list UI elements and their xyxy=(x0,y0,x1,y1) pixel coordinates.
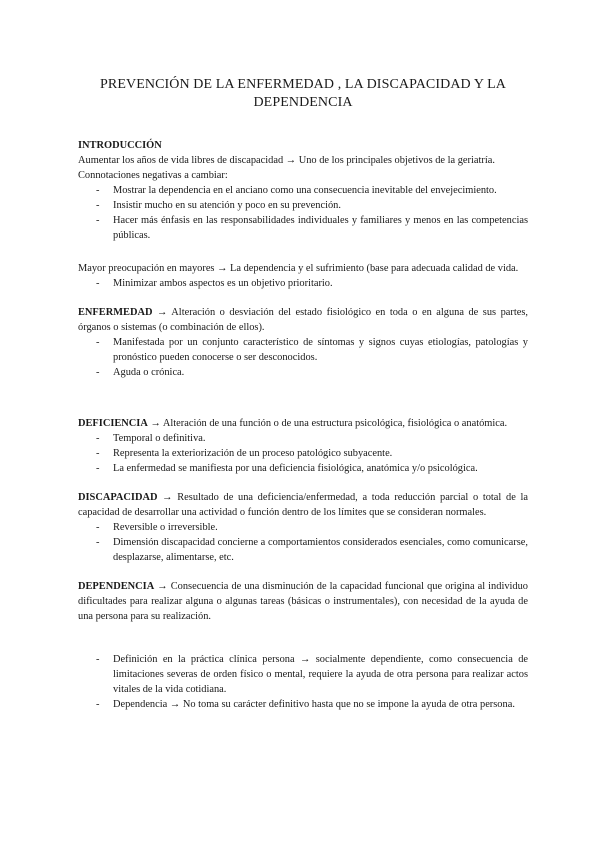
list-item xyxy=(78,697,528,712)
list-item xyxy=(78,183,528,198)
list-item-text: Manifestada por un conjunto característico de síntomas y signos cuyas etiologías, patologías y pronóstico pueden conocerse o ser desconocidos. xyxy=(113,337,528,363)
list-item xyxy=(78,335,528,365)
intro-list xyxy=(78,183,528,243)
list-item xyxy=(78,431,528,446)
intro-paragraph-3: Mayor preocupación en mayores → La dependencia y el sufrimiento (base para adecuada calidad de vida. xyxy=(78,263,519,274)
bullet-dash: - xyxy=(96,337,100,348)
section-dependencia xyxy=(78,579,528,712)
bullet-dash: - xyxy=(96,278,100,289)
bullet-dash: - xyxy=(96,463,100,474)
enfermedad-list xyxy=(78,335,528,380)
list-item-text: Hacer más énfasis en las responsabilidades individuales y familiares y menos en las competencias públicas. xyxy=(113,215,528,241)
list-item-text: Minimizar ambos aspectos es un objetivo prioritario. xyxy=(113,278,333,289)
discapacidad-list xyxy=(78,520,528,565)
deficiencia-term: DEFICIENCIA xyxy=(78,418,148,429)
document-title: PREVENCIÓN DE LA ENFERMEDAD , LA DISCAPACIDAD Y LA DEPENDENCIA xyxy=(100,77,506,110)
deficiencia-text: → Alteración de una función o de una estructura psicológica, fisiológica o anatómica. xyxy=(147,418,508,429)
discapacidad-text: → Resultado de una deficiencia/enfermedad, a toda reducción parcial o total de la capacidad de desarrollar una actividad o función dentro de los límites que se consideran normales. xyxy=(78,492,528,518)
list-item xyxy=(78,198,528,213)
discapacidad-term: DISCAPACIDAD xyxy=(78,492,158,503)
list-item xyxy=(78,520,528,535)
list-item xyxy=(78,461,528,476)
deficiencia-definition xyxy=(78,416,528,431)
dependencia-text: → Consecuencia de una disminución de la capacidad funcional que origina al individuo dificultades para realizar alguna o algunas tareas (básicas o instrumentales), con necesidad de la ayuda de una persona para su realización. xyxy=(78,581,528,622)
list-item-text: La enfermedad se manifiesta por una deficiencia fisiológica, anatómica y/o psicológica. xyxy=(113,463,478,474)
dependencia-list xyxy=(78,652,528,712)
enfermedad-term: ENFERMEDAD xyxy=(78,307,153,318)
list-item-text: Aguda o crónica. xyxy=(113,367,185,378)
bullet-dash: - xyxy=(96,200,100,211)
bullet-dash: - xyxy=(96,215,100,226)
list-item-text: Dependencia → No toma su carácter definitivo hasta que no se impone la ayuda de otra persona. xyxy=(113,699,515,710)
list-item-text: Insistir mucho en su atención y poco en su prevención. xyxy=(113,200,341,211)
intro-list-2 xyxy=(78,276,528,291)
list-item-text: Reversible o irreversible. xyxy=(113,522,218,533)
list-item-text: Dimensión discapacidad concierne a comportamientos considerados esenciales, como comunicarse, desplazarse, alimentarse, etc. xyxy=(113,537,528,563)
dependencia-definition xyxy=(78,579,528,624)
bullet-dash: - xyxy=(96,433,100,444)
list-item-text: Temporal o definitiva. xyxy=(113,433,206,444)
bullet-dash: - xyxy=(96,367,100,378)
bullet-dash: - xyxy=(96,185,100,196)
list-item xyxy=(78,446,528,461)
discapacidad-definition xyxy=(78,490,528,520)
list-item xyxy=(78,213,528,243)
enfermedad-text: → Alteración o desviación del estado fisiológico en toda o en alguna de sus partes, órganos o sistemas (o combinación de ellos). xyxy=(78,307,528,333)
list-item xyxy=(78,276,528,291)
list-item xyxy=(78,365,528,380)
bullet-dash: - xyxy=(96,448,100,459)
bullet-dash: - xyxy=(96,699,100,710)
deficiencia-list xyxy=(78,431,528,476)
section-enfermedad xyxy=(78,305,528,380)
list-item-text: Representa la exteriorización de un proceso patológico subyacente. xyxy=(113,448,393,459)
bullet-dash: - xyxy=(96,654,100,665)
bullet-dash: - xyxy=(96,522,100,533)
bullet-dash: - xyxy=(96,537,100,548)
list-item-text: Definición en la práctica clínica persona → socialmente dependiente, como consecuencia de limitaciones severas de orden físico o mental, requiere la ayuda de otra persona para realizar actos vitales de la vida cotidiana. xyxy=(113,654,528,695)
section-discapacidad xyxy=(78,490,528,565)
intro-paragraph-2: Connotaciones negativas a cambiar: xyxy=(78,170,228,181)
intro-paragraph-1: Aumentar los años de vida libres de discapacidad → Uno de los principales objetivos de la geriatría. xyxy=(78,155,495,166)
section-deficiencia xyxy=(78,416,528,476)
dependencia-term: DEPENDENCIA xyxy=(78,581,155,592)
section-introduccion xyxy=(78,138,528,291)
list-item xyxy=(78,652,528,697)
list-item xyxy=(78,535,528,565)
intro-heading: INTRODUCCIÓN xyxy=(78,140,162,151)
enfermedad-definition xyxy=(78,305,528,335)
list-item-text: Mostrar la dependencia en el anciano como una consecuencia inevitable del envejecimiento. xyxy=(113,185,497,196)
